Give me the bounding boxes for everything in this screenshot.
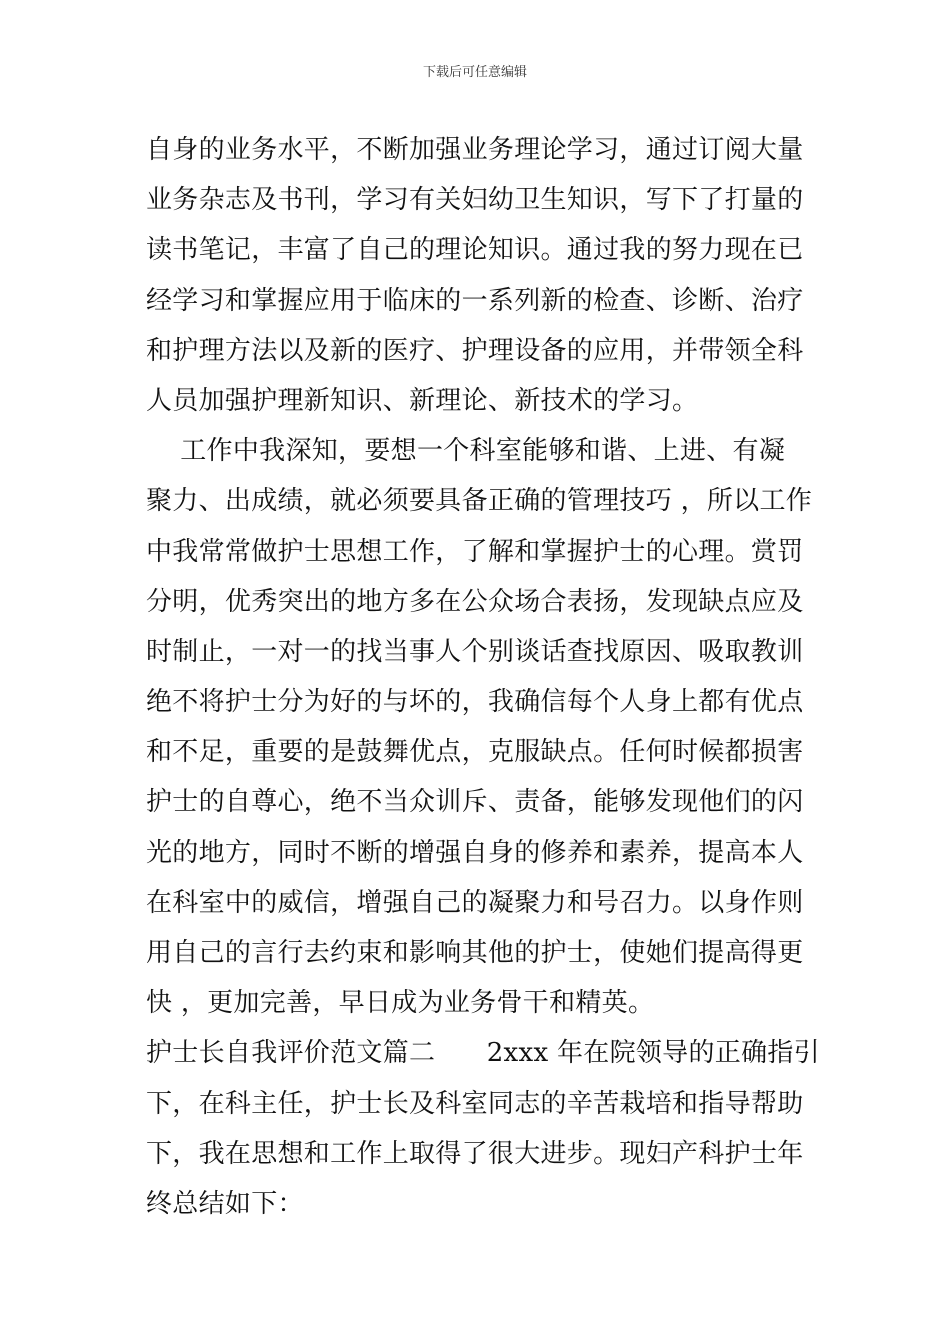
page-header: 下载后可任意编辑: [422, 65, 527, 80]
text-line: 业务杂志及书刊，学习有关妇幼卫生知识，写下了打量的: [146, 185, 804, 216]
document-body: [146, 125, 820, 1229]
text-line: 分明，优秀突出的地方多在公众场合表扬，发现缺点应及: [146, 586, 804, 617]
text-line: 工作中我深知，要想一个科室能够和谐、上进、有凝: [146, 436, 786, 467]
text-line: 下，在科主任，护士长及科室同志的辛苦栽培和指导帮助: [146, 1088, 804, 1119]
text-line: 在科室中的威信，增强自己的凝聚力和号召力。以身作则: [146, 887, 804, 918]
text-line: 终总结如下：: [146, 1188, 304, 1219]
text-line: 快 ，更加完善，早日成为业务骨干和精英。: [146, 988, 655, 1019]
section-heading-line: 护士长自我评价范文篇二 2xxx 年在院领导的正确指引: [146, 1038, 820, 1069]
text-line: 护士的自尊心，绝不当众训斥、责备，能够发现他们的闪: [146, 787, 804, 818]
text-line: 和护理方法以及新的医疗、护理设备的应用，并带领全科: [146, 335, 804, 366]
text-line: 读书笔记，丰富了自己的理论知识。通过我的努力现在已: [146, 235, 804, 266]
text-line: 人员加强护理新知识、新理论、新技术的学习。: [146, 385, 699, 416]
text-line: 中我常常做护士思想工作，了解和掌握护士的心理。赏罚: [146, 536, 804, 567]
text-line: 绝不将护士分为好的与坏的，我确信每个人身上都有优点: [146, 687, 804, 718]
text-line: 用自己的言行去约束和影响其他的护士，使她们提高得更: [146, 938, 804, 968]
text-line: 下，我在思想和工作上取得了很大进步。现妇产科护士年: [146, 1138, 804, 1169]
text-line: 时制止，一对一的找当事人个别谈话查找原因、吸取教训: [146, 636, 804, 667]
text-line: 自身的业务水平，不断加强业务理论学习，通过订阅大量: [146, 135, 804, 165]
text-line: 光的地方，同时不断的增强自身的修养和素养，提高本人: [146, 837, 804, 868]
text-line: 经学习和掌握应用于临床的一系列新的检查、诊断、治疗: [146, 285, 804, 316]
text-line: 和不足，重要的是鼓舞优点，克服缺点。任何时候都损害: [146, 737, 804, 768]
text-line: 聚力、出成绩，就必须要具备正确的管理技巧 ，所以工作: [146, 486, 813, 517]
